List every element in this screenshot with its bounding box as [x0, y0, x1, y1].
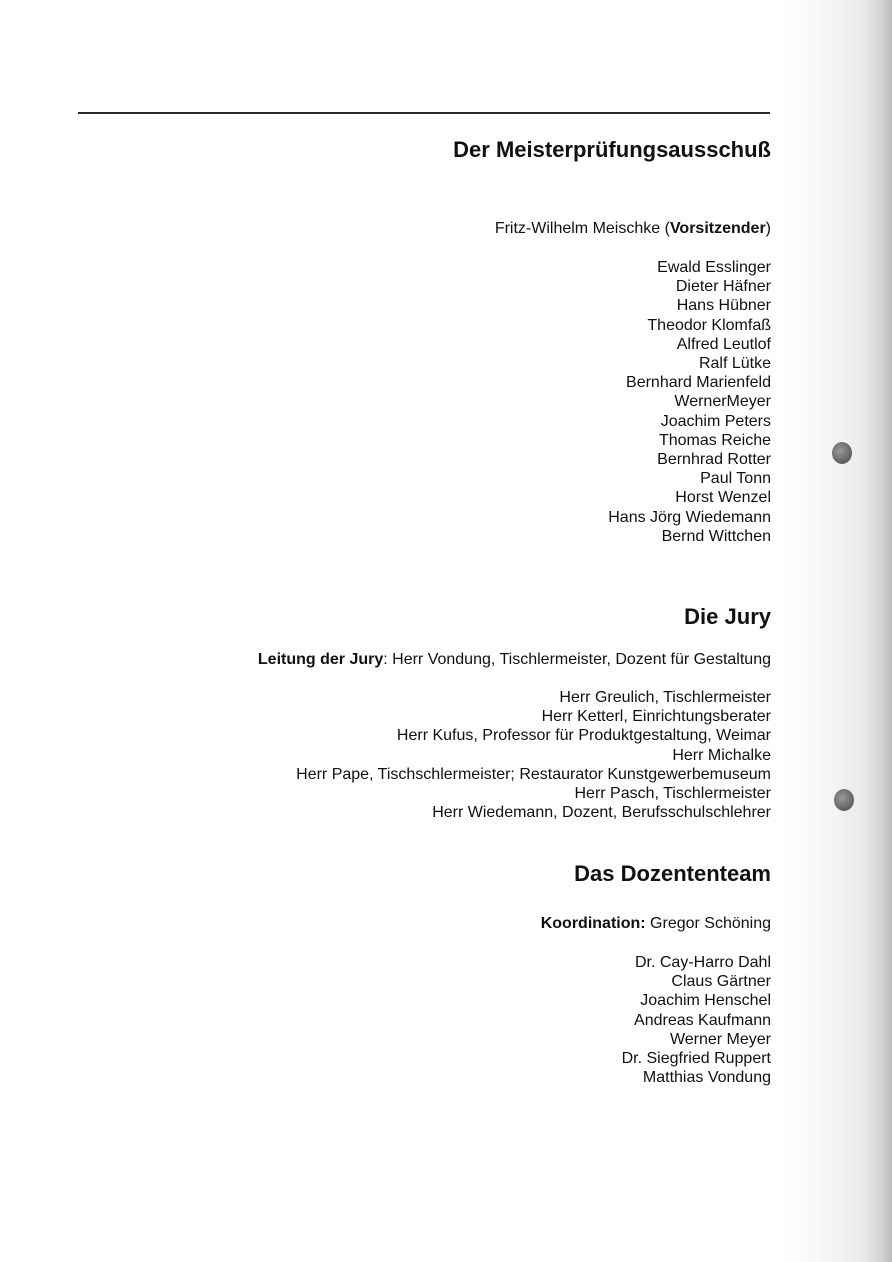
committee-member: Bernhrad Rotter	[657, 451, 771, 469]
committee-chair-line	[495, 219, 771, 239]
jury-member: Herr Greulich, Tischlermeister	[559, 689, 771, 706]
team-member: Matthias Vondung	[642, 1069, 771, 1087]
jury-member: Herr Ketterl, Einrichtungsberater	[541, 708, 771, 726]
team-title: Das Dozententeam	[574, 861, 771, 886]
jury-lead-text: : Herr Vondung, Tischlermeister, Dozent für Gestaltung	[383, 651, 771, 668]
team-member-list	[622, 953, 771, 1087]
team-lead-line	[541, 914, 771, 934]
committee-chair-role: Vorsitzender	[669, 220, 766, 237]
team-member: Dr. Cay-Harro Dahl	[634, 954, 771, 971]
team-member: Joachim Henschel	[640, 992, 771, 1010]
committee-member: Hans Jörg Wiedemann	[608, 508, 771, 526]
team-member: Andreas Kaufmann	[634, 1011, 771, 1029]
jury-member: Herr Pasch, Tischlermeister	[574, 785, 771, 803]
jury-member: Herr Michalke	[672, 746, 771, 764]
committee-member: WernerMeyer	[674, 393, 771, 411]
committee-member: Joachim Peters	[660, 412, 771, 430]
page-edge-shadow	[862, 0, 892, 1262]
top-rule	[78, 112, 770, 114]
committee-chair-paren-open: (	[660, 220, 670, 237]
team-lead-text: Gregor Schöning	[645, 915, 771, 932]
jury-lead-line	[258, 650, 771, 670]
punch-hole-upper	[832, 442, 852, 464]
committee-member: Bernd Wittchen	[661, 527, 771, 545]
committee-member: Thomas Reiche	[658, 431, 771, 449]
team-lead-label: Koordination:	[540, 915, 646, 932]
committee-member: Paul Tonn	[700, 470, 771, 488]
committee-title: Der Meisterprüfungsausschuß	[453, 137, 771, 162]
jury-title: Die Jury	[684, 604, 771, 629]
jury-member: Herr Pape, Tischschlermeister; Restaurator Kunstgewerbemuseum	[296, 765, 771, 783]
jury-member-list	[296, 688, 771, 822]
committee-member: Ewald Esslinger	[657, 259, 771, 276]
committee-member: Alfred Leutlof	[676, 335, 771, 353]
punch-hole-lower	[834, 789, 854, 811]
team-member: Werner Meyer	[669, 1030, 771, 1048]
committee-member-list	[608, 258, 771, 546]
committee-member: Horst Wenzel	[675, 489, 771, 507]
jury-lead-label: Leitung der Jury	[257, 651, 384, 668]
committee-chair-name: Fritz-Wilhelm Meischke	[494, 220, 661, 237]
team-member: Claus Gärtner	[671, 973, 771, 991]
committee-member: Hans Hübner	[676, 297, 771, 315]
team-member: Dr. Siegfried Ruppert	[621, 1050, 771, 1068]
committee-chair-paren-close: )	[765, 220, 771, 237]
jury-member: Herr Kufus, Professor für Produktgestaltung, Weimar	[396, 727, 771, 745]
jury-member: Herr Wiedemann, Dozent, Berufsschulschlehrer	[432, 804, 771, 822]
committee-member: Ralf Lütke	[698, 355, 771, 373]
committee-member: Theodor Klomfaß	[647, 316, 771, 334]
committee-member: Dieter Häfner	[675, 278, 771, 296]
committee-member: Bernhard Marienfeld	[626, 374, 771, 392]
